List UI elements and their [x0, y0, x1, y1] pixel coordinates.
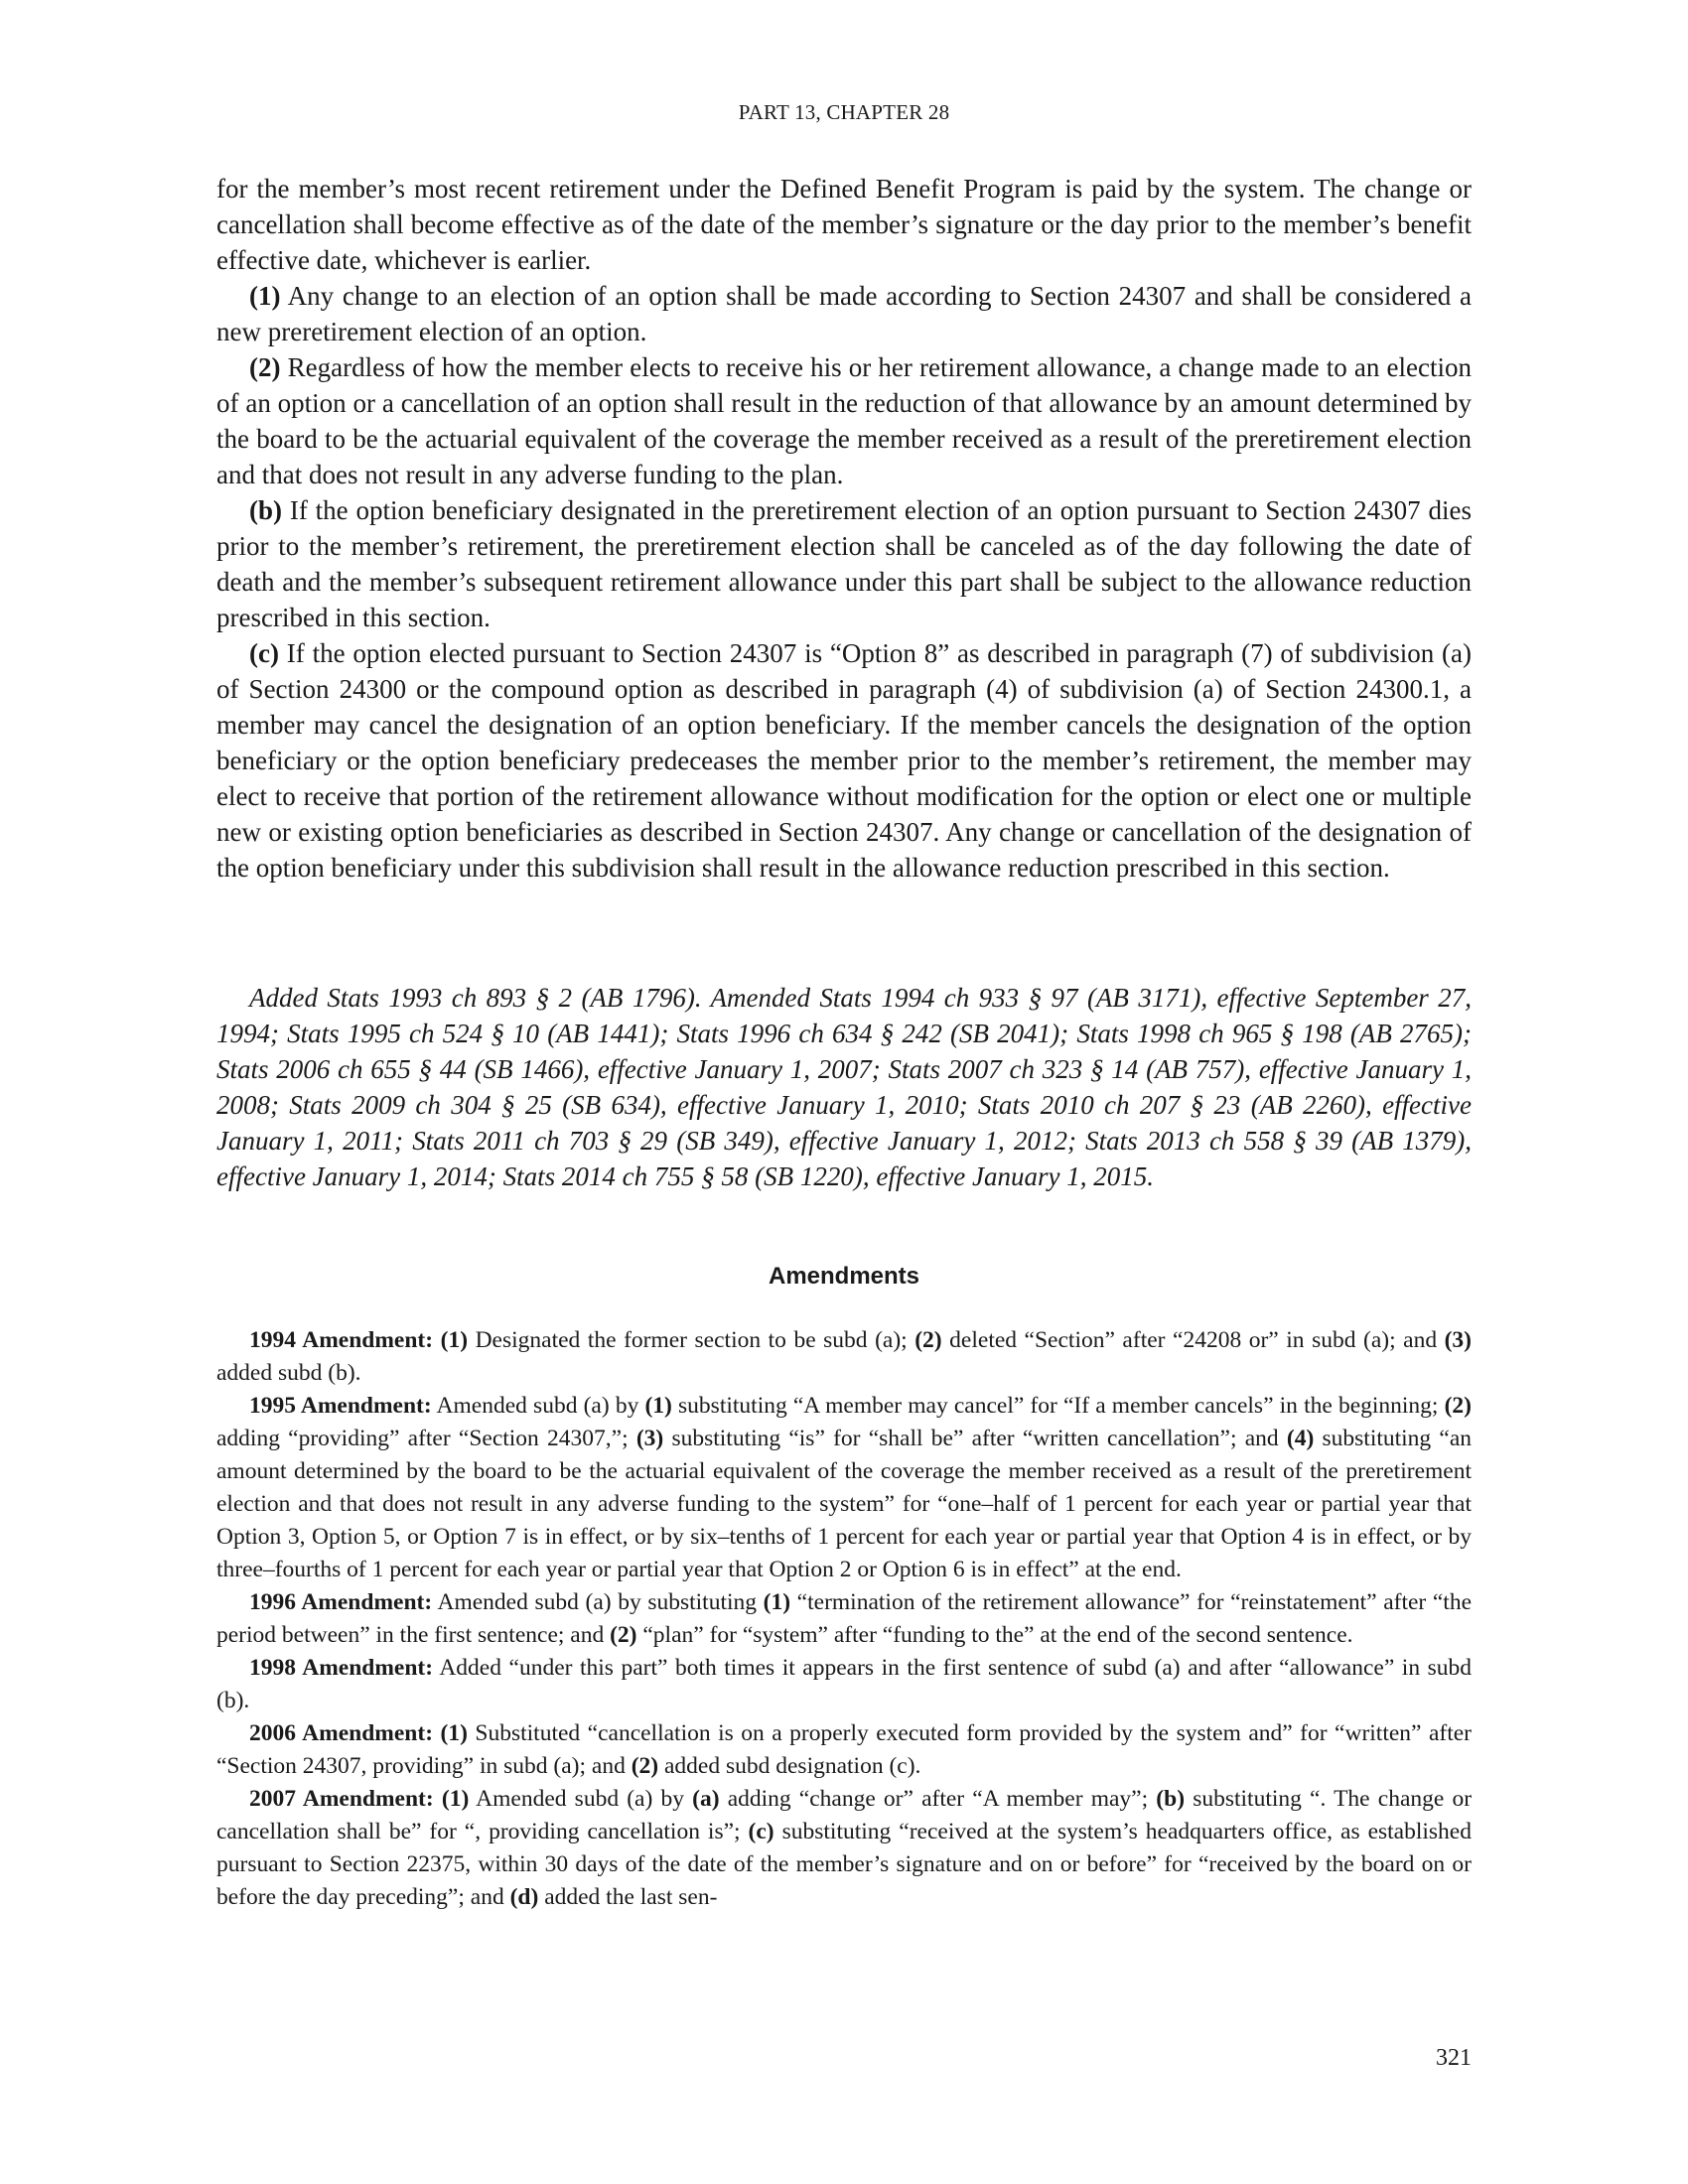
paragraph-label: (2) — [249, 352, 281, 382]
statute-body — [216, 171, 1472, 886]
amendment-marker: (2) — [610, 1622, 637, 1648]
amendment-marker: (1) — [441, 1786, 470, 1812]
amendment-1996: 1996 Amendment: Amended subd (a) by substituting (1) “termination of the retirement allowance” for “reinstatement” after “the period between” in the first sentence; and (2) “plan” for “system” after “funding to the” at the end of the second sentence. — [216, 1589, 1472, 1648]
amendment-marker: (1) — [440, 1327, 469, 1353]
subdivision-text: If the option elected pursuant to Section 24307 is “Option 8” as described in paragraph (7) of subdivision (a) of Section 24300 or the compound option as described in paragraph (4) of subdivision (a) of Section 24300.1, a member may cancel the designation of an option beneficiary. If the member cancels the designation of the option beneficiary or the option beneficiary predeceases the member prior to the member’s retirement, the member may elect to receive that portion of the retirement allowance without modification for the option or elect one or multiple new or existing option beneficiaries as described in Section 24307. Any change or cancellation of the designation of the option beneficiary under this subdivision shall result in the allowance reduction prescribed in this section. — [216, 638, 1472, 883]
amendment-marker: (1) — [440, 1720, 468, 1746]
subdivision-label: (b) — [249, 495, 282, 525]
subdivision-text: If the option beneficiary designated in the preretirement election of an option pursuant to Section 24307 dies prior to the member’s retirement, the preretirement election shall be canceled as of the day following the date of death and the member’s subsequent retirement allowance under this part shall be subject to the allowance reduction prescribed in this section. — [216, 495, 1472, 632]
amendment-2007: 2007 Amendment: (1) Amended subd (a) by (a) adding “change or” after “A member may”; (b) substituting “. The change or cancellation shall be” for “, providing cancellation is”; (c) substituting “received at the system’s headquarters office, as established pursuant to Section 22375, within 30 days of the date of the member’s signature and on or before” for “received by the board on or before the day preceding”; and (d) added the last sen- — [216, 1786, 1473, 1910]
amendment-marker: (a) — [692, 1786, 720, 1812]
amendment-marker: (d) — [509, 1884, 539, 1910]
amendment-marker: (c) — [748, 1819, 774, 1844]
amendment-marker: (2) — [631, 1753, 659, 1779]
paragraph-1 — [216, 278, 1472, 349]
amendment-marker: 1994 Amendment: — [249, 1327, 434, 1353]
subdivision-label: (c) — [249, 638, 279, 668]
subdivision-b — [216, 492, 1472, 635]
amendment-marker: 1996 Amendment: — [249, 1589, 433, 1615]
paragraph-2 — [216, 349, 1472, 492]
paragraph-text: Any change to an election of an option shall be made according to Section 24307 and shall be considered a new preretirement election of an option. — [216, 281, 1472, 346]
page-number: 321 — [1436, 2045, 1472, 2071]
amendments-heading: Amendments — [768, 1263, 920, 1290]
amendment-marker: 2007 Amendment: — [249, 1786, 434, 1812]
amendment-marker: (4) — [1286, 1426, 1315, 1451]
paragraph-label: (1) — [249, 281, 281, 311]
running-head: PART 13, CHAPTER 28 — [738, 100, 950, 124]
amendment-marker: (1) — [644, 1393, 672, 1419]
amendment-2006: 2006 Amendment: (1) Substituted “cancellation is on a properly executed form provided by the system and” for “written” after “Section 24307, providing” in subd (a); and (2) added subd designation (c). — [216, 1720, 1473, 1779]
amendment-marker: (3) — [1444, 1327, 1473, 1353]
amendment-1995: 1995 Amendment: Amended subd (a) by (1) substituting “A member may cancel” for “If a member cancels” in the beginning; (2) adding “providing” after “Section 24307,”; (3) substituting “is” for “shall be” after “written cancellation”; and (4) substituting “an amount determined by the board to be the actuarial equivalent of the coverage the member received as a result of the preretirement election and that does not result in any adverse funding to the system” for “one–half of 1 percent for each year or partial year that Option 3, Option 5, or Option 7 is in effect, or by six–tenths of 1 percent for each year or partial year that Option 4 is in effect, or by three–fourths of 1 percent for each year or partial year that Option 2 or Option 6 is in effect” at the end. — [216, 1393, 1473, 1582]
amendment-marker: (b) — [1156, 1786, 1186, 1812]
amendments-list — [216, 1324, 1472, 1914]
amendment-1994: 1994 Amendment: (1) Designated the former section to be subd (a); (2) deleted “Section” after “24208 or” in subd (a); and (3) added subd (b). — [216, 1327, 1473, 1386]
document-page — [216, 0, 1472, 2184]
amendment-1998: 1998 Amendment: Added “under this part” both times it appears in the first sentence of subd (a) and after “allowance” in subd (b). — [216, 1655, 1473, 1713]
history-note: Added Stats 1993 ch 893 § 2 (AB 1796). Amended Stats 1994 ch 933 § 97 (AB 3171), effective September 27, 1994; Stats 1995 ch 524 § 10 (AB 1441); Stats 1996 ch 634 § 242 (SB 2041); Stats 1998 ch 965 § 198 (AB 2765); Stats 2006 ch 655 § 44 (SB 1466), effective January 1, 2007; Stats 2007 ch 323 § 14 (AB 757), effective January 1, 2008; Stats 2009 ch 304 § 25 (SB 634), effective January 1, 2010; Stats 2010 ch 207 § 23 (AB 2260), effective January 1, 2011; Stats 2011 ch 703 § 29 (SB 349), effective January 1, 2012; Stats 2013 ch 558 § 39 (AB 1379), effective January 1, 2014; Stats 2014 ch 755 § 58 (SB 1220), effective January 1, 2015. — [216, 983, 1472, 1191]
amendment-marker: (3) — [635, 1426, 664, 1451]
amendment-marker: 2006 Amendment: — [249, 1720, 434, 1746]
continued-paragraph: for the member’s most recent retirement under the Defined Benefit Program is paid by the system. The change or cancellation shall become effective as of the date of the member’s signature or the day prior to the member’s benefit effective date, whichever is earlier. — [216, 174, 1472, 275]
subdivision-c — [216, 635, 1472, 886]
amendment-marker: 1998 Amendment: — [249, 1655, 434, 1681]
amendment-marker: 1995 Amendment: — [249, 1393, 432, 1419]
amendment-marker: (2) — [914, 1327, 942, 1353]
amendment-marker: (2) — [1444, 1393, 1473, 1419]
paragraph-text: Regardless of how the member elects to receive his or her retirement allowance, a change made to an election of an option or a cancellation of an option shall result in the reduction of that allowance by an amount determined by the board to be the actuarial equivalent of the coverage the member received as a result of the preretirement election and that does not result in any adverse funding to the plan. — [216, 352, 1472, 489]
amendment-marker: (1) — [763, 1589, 791, 1615]
